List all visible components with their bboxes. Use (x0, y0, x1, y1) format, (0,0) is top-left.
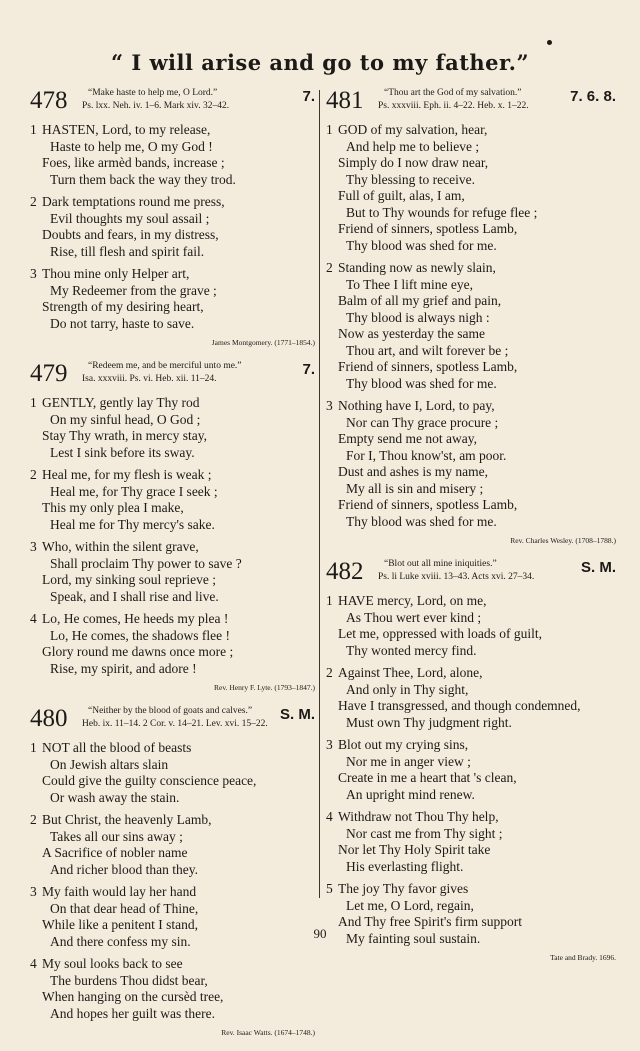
stanza-number: 3 (326, 398, 333, 413)
hymn-line: My faith would lay her hand (42, 884, 197, 899)
hymn-line: Strength of my desiring heart, (42, 299, 204, 314)
hymn-line: Friend of sinners, spotless Lamb, (338, 359, 518, 374)
stanza (30, 122, 315, 188)
left-column (30, 88, 315, 1051)
hymn-number: 482 (326, 558, 364, 585)
hymn-line: Full of guilt, alas, I am, (338, 188, 465, 203)
hymn-line: But to Thy wounds for refuge flee ; (346, 204, 538, 220)
hymn-number: 478 (30, 87, 68, 114)
hymn-line: NOT all the blood of beasts (42, 740, 192, 755)
stanza-number: 3 (326, 737, 333, 752)
hymn-480 (30, 706, 315, 1037)
hymn-line: The burdens Thou didst bear, (50, 972, 208, 988)
hymn-line: Let me, O Lord, regain, (346, 897, 474, 913)
hymn-line: Dark temptations round me press, (42, 194, 225, 209)
hymn-line: Glory round me dawns once more ; (42, 644, 234, 659)
hymn-title: “Blot out all mine iniquities.” (384, 559, 497, 569)
hymn-482 (326, 559, 616, 962)
page-title: “ I will arise and go to my father.” (110, 50, 530, 75)
stanza (30, 395, 315, 461)
hymn-line: My soul looks back to see (42, 956, 183, 971)
hymn-line: Thy wonted mercy find. (346, 642, 477, 658)
stanza (30, 956, 315, 1022)
hymn-line: Nor can Thy grace procure ; (346, 414, 499, 430)
stanza-number: 1 (30, 122, 37, 137)
stanza (30, 611, 315, 677)
hymn-scripture-refs: Isa. xxxviii. Ps. vi. Heb. xii. 11–24. (82, 374, 217, 384)
stanza-number: 2 (30, 812, 37, 827)
hymn-line: Have I transgressed, and though condemned, (338, 698, 581, 713)
hymn-line: Thy blood was shed for me. (346, 237, 497, 253)
hymn-481 (326, 88, 616, 545)
hymn-header (30, 706, 315, 740)
hymn-line: On that dear head of Thine, (50, 900, 199, 916)
stanza-number: 4 (30, 611, 37, 626)
hymn-scripture-refs: Ps. li Luke xviii. 13–43. Acts xvi. 27–34. (378, 572, 535, 582)
hymn-title: “Thou art the God of my salvation.” (384, 88, 522, 98)
hymn-header (30, 361, 315, 395)
hymn-line: Lo, He comes, He heeds my plea ! (42, 611, 229, 626)
hymn-scripture-refs: Ps. xxxviii. Eph. ii. 4–22. Heb. x. 1–22. (378, 101, 529, 111)
hymn-line: Speak, and I shall rise and live. (50, 588, 219, 604)
hymn-line: Friend of sinners, spotless Lamb, (338, 497, 518, 512)
hymn-line: The joy Thy favor gives (338, 881, 469, 896)
hymn-line: Thy blood was shed for me. (346, 513, 497, 529)
hymn-line: GOD of my salvation, hear, (338, 122, 488, 137)
hymn-line: Standing now as newly slain, (338, 260, 496, 275)
stanza-number: 3 (30, 539, 37, 554)
hymn-line: Friend of sinners, spotless Lamb, (338, 221, 518, 236)
hymn-meter: S. M. (580, 559, 616, 576)
ornament-dot (547, 40, 552, 45)
stanza (326, 809, 616, 875)
stanza (326, 260, 616, 392)
hymn-header (326, 88, 616, 122)
hymn-line: Thou mine only Helper art, (42, 266, 190, 281)
hymn-line: And richer blood than they. (50, 861, 198, 877)
hymn-line: And Thy free Spirit's firm support (338, 914, 523, 929)
stanza (326, 122, 616, 254)
stanza (30, 812, 315, 878)
hymn-line: Nor cast me from Thy sight ; (346, 825, 503, 841)
stanza-number: 1 (30, 740, 37, 755)
page-number: 90 (313, 926, 327, 941)
stanza (30, 539, 315, 605)
hymn-line: Do not tarry, haste to save. (50, 315, 195, 331)
stanza-number: 2 (326, 260, 333, 275)
hymn-line: Withdraw not Thou Thy help, (338, 809, 499, 824)
hymn-meter: 7. (302, 88, 315, 105)
stanza-number: 3 (30, 884, 37, 899)
stanza-number: 4 (30, 956, 37, 971)
hymn-author: Tate and Brady. 1696. (550, 953, 616, 962)
hymn-number: 480 (30, 705, 68, 732)
hymn-line: Heal me, for Thy grace I seek ; (50, 483, 218, 499)
hymn-title: “Neither by the blood of goats and calves.” (88, 706, 253, 716)
hymn-meter: 7. (302, 361, 315, 378)
hymn-title: “Redeem me, and be merciful unto me.” (88, 361, 242, 371)
hymn-line: Simply do I now draw near, (338, 155, 489, 170)
hymn-line: Foes, like armèd bands, increase ; (42, 155, 225, 170)
stanza-number: 2 (30, 467, 37, 482)
hymn-line: And hopes her guilt was there. (50, 1005, 215, 1021)
hymn-meter: S. M. (279, 706, 315, 723)
hymn-author: James Montgomery. (1771–1854.) (211, 338, 315, 347)
stanza (326, 665, 616, 731)
hymn-line: Turn them back the way they trod. (50, 171, 236, 187)
hymn-title: “Make haste to help me, O Lord.” (88, 88, 218, 98)
hymn-line: And only in Thy sight, (346, 681, 469, 697)
hymn-line: Let me, oppressed with loads of guilt, (338, 626, 542, 641)
hymn-scripture-refs: Ps. lxx. Neh. iv. 1–6. Mark xiv. 32–42. (82, 101, 230, 111)
hymn-meter: 7. 6. 8. (570, 88, 616, 105)
hymn-line: HASTEN, Lord, to my release, (42, 122, 211, 137)
hymn-line: An upright mind renew. (346, 786, 475, 802)
stanza-number: 1 (326, 122, 333, 137)
hymn-line: Empty send me not away, (338, 431, 477, 446)
hymn-line: Stay Thy wrath, in mercy stay, (42, 428, 207, 443)
stanza-number: 5 (326, 881, 333, 896)
hymn-author: Rev. Isaac Watts. (1674–1748.) (221, 1028, 315, 1037)
hymn-line: Balm of all my grief and pain, (338, 293, 502, 308)
hymn-line: On my sinful head, O God ; (50, 411, 201, 427)
hymn-line: Thy blood is always nigh : (346, 309, 490, 325)
hymn-line: Thy blood was shed for me. (346, 375, 497, 391)
stanza (30, 266, 315, 332)
hymn-line: This my only plea I make, (42, 500, 184, 515)
hymn-line: Lest I sink before its sway. (50, 444, 195, 460)
hymn-line: My Redeemer from the grave ; (50, 282, 217, 298)
hymn-line: Takes all our sins away ; (50, 828, 183, 844)
hymn-line: Rise, till flesh and spirit fail. (50, 243, 205, 259)
hymn-line: His everlasting flight. (346, 858, 464, 874)
hymn-author: Rev. Charles Wesley. (1708–1788.) (510, 536, 616, 545)
hymn-line: Against Thee, Lord, alone, (338, 665, 483, 680)
hymn-line: Could give the guilty conscience peace, (42, 773, 257, 788)
hymn-line: Nor me in anger view ; (346, 753, 471, 769)
stanza (326, 737, 616, 803)
hymn-line: Blot out my crying sins, (338, 737, 469, 752)
hymn-number: 479 (30, 360, 68, 387)
hymn-line: My all is sin and misery ; (346, 480, 484, 496)
stanza (30, 467, 315, 533)
stanza (30, 194, 315, 260)
hymn-line: Heal me, for my flesh is weak ; (42, 467, 212, 482)
column-divider (319, 90, 320, 898)
stanza-number: 4 (326, 809, 333, 824)
hymn-line: Lord, my sinking soul reprieve ; (42, 572, 216, 587)
stanza (30, 740, 315, 806)
hymn-line: My fainting soul sustain. (346, 930, 481, 946)
hymn-author: Rev. Henry F. Lyte. (1793–1847.) (214, 683, 315, 692)
hymn-line: And help me to believe ; (346, 138, 480, 154)
stanza-number: 3 (30, 266, 37, 281)
hymn-line: A Sacrifice of nobler name (42, 845, 188, 860)
hymn-line: Nor let Thy Holy Spirit take (338, 842, 491, 857)
stanza (326, 398, 616, 530)
stanza-number: 2 (30, 194, 37, 209)
hymn-line: As Thou wert ever kind ; (346, 609, 482, 625)
hymn-479 (30, 361, 315, 692)
stanza-number: 1 (30, 395, 37, 410)
hymn-line: While like a penitent I stand, (42, 917, 198, 932)
stanza-number: 2 (326, 665, 333, 680)
stanza (326, 593, 616, 659)
hymn-line: When hanging on the cursèd tree, (42, 989, 224, 1004)
hymn-line: Haste to help me, O my God ! (50, 138, 213, 154)
hymn-line: GENTLY, gently lay Thy rod (42, 395, 200, 410)
hymn-line: Or wash away the stain. (50, 789, 180, 805)
hymn-line: Heal me for Thy mercy's sake. (50, 516, 215, 532)
hymn-line: For I, Thou know'st, am poor. (346, 447, 507, 463)
hymn-line: Lo, He comes, the shadows flee ! (50, 627, 230, 643)
hymn-line: Thy blessing to receive. (346, 171, 475, 187)
stanza-number: 1 (326, 593, 333, 608)
hymn-478 (30, 88, 315, 347)
hymn-line: To Thee I lift mine eye, (346, 276, 474, 292)
hymn-line: And there confess my sin. (50, 933, 191, 949)
hymn-line: On Jewish altars slain (50, 756, 169, 772)
hymn-header (30, 88, 315, 122)
hymn-line: Now as yesterday the same (338, 326, 485, 341)
hymn-line: Create in me a heart that 's clean, (338, 770, 517, 785)
hymn-scripture-refs: Heb. ix. 11–14. 2 Cor. v. 14–21. Lev. xvi. 15–22. (82, 719, 268, 729)
hymn-line: But Christ, the heavenly Lamb, (42, 812, 212, 827)
hymn-line: Evil thoughts my soul assail ; (50, 210, 210, 226)
hymn-line: Doubts and fears, in my distress, (42, 227, 219, 242)
hymn-line: HAVE mercy, Lord, on me, (338, 593, 487, 608)
hymn-number: 481 (326, 87, 364, 114)
hymn-line: Rise, my spirit, and adore ! (50, 660, 197, 676)
hymn-line: Shall proclaim Thy power to save ? (50, 555, 242, 571)
hymn-header (326, 559, 616, 593)
hymn-line: Dust and ashes is my name, (338, 464, 488, 479)
right-column (326, 88, 616, 976)
hymn-line: Who, within the silent grave, (42, 539, 199, 554)
hymn-line: Thou art, and wilt forever be ; (346, 342, 509, 358)
hymn-line: Nothing have I, Lord, to pay, (338, 398, 495, 413)
hymn-line: Must own Thy judgment right. (346, 714, 512, 730)
